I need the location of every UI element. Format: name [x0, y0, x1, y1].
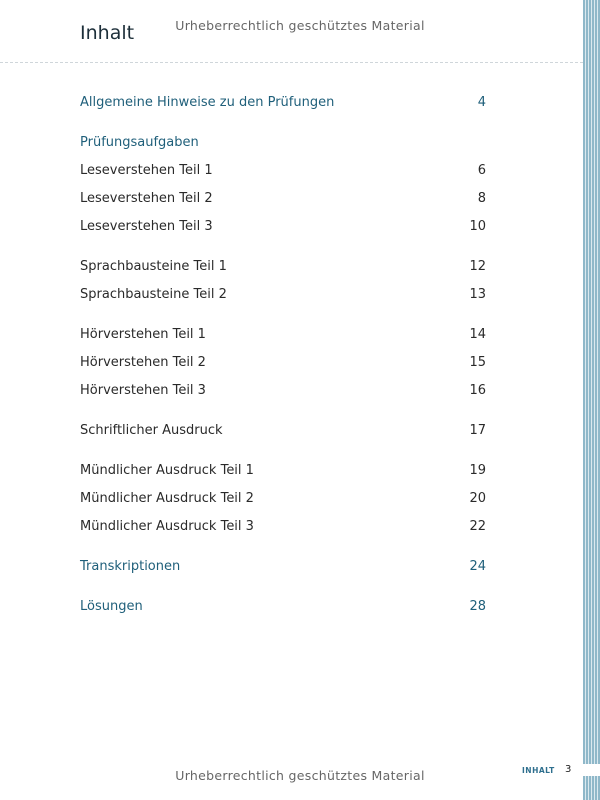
toc-entry[interactable]: [80, 191, 486, 206]
toc-entry[interactable]: [80, 599, 486, 614]
toc-entry[interactable]: [80, 423, 486, 438]
toc-entry-page: 17: [469, 423, 486, 438]
toc-entry-page: 20: [469, 491, 486, 506]
toc-entry[interactable]: [80, 355, 486, 370]
toc-entry-label: Leseverstehen Teil 2: [80, 191, 213, 206]
toc-entry-label: Lösungen: [80, 599, 143, 614]
toc-entry-page: 13: [469, 287, 486, 302]
header-divider: [0, 62, 583, 63]
toc-entry-page: 15: [469, 355, 486, 370]
toc-entry-label: Hörverstehen Teil 1: [80, 327, 206, 342]
toc-entry-label: Hörverstehen Teil 2: [80, 355, 206, 370]
toc-entry-label: Sprachbausteine Teil 2: [80, 287, 227, 302]
toc-entry[interactable]: [80, 219, 486, 234]
toc-entry[interactable]: [80, 463, 486, 478]
toc-entry-label: Schriftlicher Ausdruck: [80, 423, 223, 438]
decorative-stripes: [583, 0, 600, 800]
toc-entry[interactable]: [80, 163, 486, 178]
toc-entry-label: Sprachbausteine Teil 1: [80, 259, 227, 274]
toc-entry-label: Mündlicher Ausdruck Teil 1: [80, 463, 254, 478]
toc-entry-label: Mündlicher Ausdruck Teil 2: [80, 491, 254, 506]
toc-entry-page: 19: [469, 463, 486, 478]
toc-entry-page: 10: [469, 219, 486, 234]
footer-section-label: INHALT: [522, 766, 555, 775]
toc-entry-page: 6: [477, 163, 486, 178]
footer-page-number: 3: [565, 764, 572, 775]
watermark-top: Urheberrechtlich geschütztes Material: [175, 18, 425, 33]
toc-entry-label: Leseverstehen Teil 3: [80, 219, 213, 234]
toc-entry-label: Hörverstehen Teil 3: [80, 383, 206, 398]
watermark-bottom: Urheberrechtlich geschütztes Material: [175, 768, 425, 783]
toc-entry[interactable]: [80, 519, 486, 534]
toc-entry[interactable]: [80, 327, 486, 342]
toc-entry-label: Mündlicher Ausdruck Teil 3: [80, 519, 254, 534]
toc-entry-page: 24: [469, 559, 486, 574]
toc-entry-label: Allgemeine Hinweise zu den Prüfungen: [80, 95, 335, 110]
toc-entry-label: Leseverstehen Teil 1: [80, 163, 213, 178]
toc-entry-page: 22: [469, 519, 486, 534]
toc-entry[interactable]: [80, 491, 486, 506]
toc-entry[interactable]: [80, 259, 486, 274]
toc-entry-page: 16: [469, 383, 486, 398]
toc-entry[interactable]: [80, 135, 486, 150]
toc-entry[interactable]: [80, 95, 486, 110]
toc-entry-page: 14: [469, 327, 486, 342]
page-title: Inhalt: [80, 22, 135, 44]
toc-entry[interactable]: [80, 559, 486, 574]
toc-entry-label: Prüfungsaufgaben: [80, 135, 199, 150]
toc-entry[interactable]: [80, 383, 486, 398]
toc-entry-page: 12: [469, 259, 486, 274]
toc-entry-page: 4: [477, 95, 486, 110]
toc-entry-label: Transkriptionen: [80, 559, 181, 574]
toc-entry-page: 8: [477, 191, 486, 206]
toc-entry[interactable]: [80, 287, 486, 302]
toc-entry-page: 28: [469, 599, 486, 614]
